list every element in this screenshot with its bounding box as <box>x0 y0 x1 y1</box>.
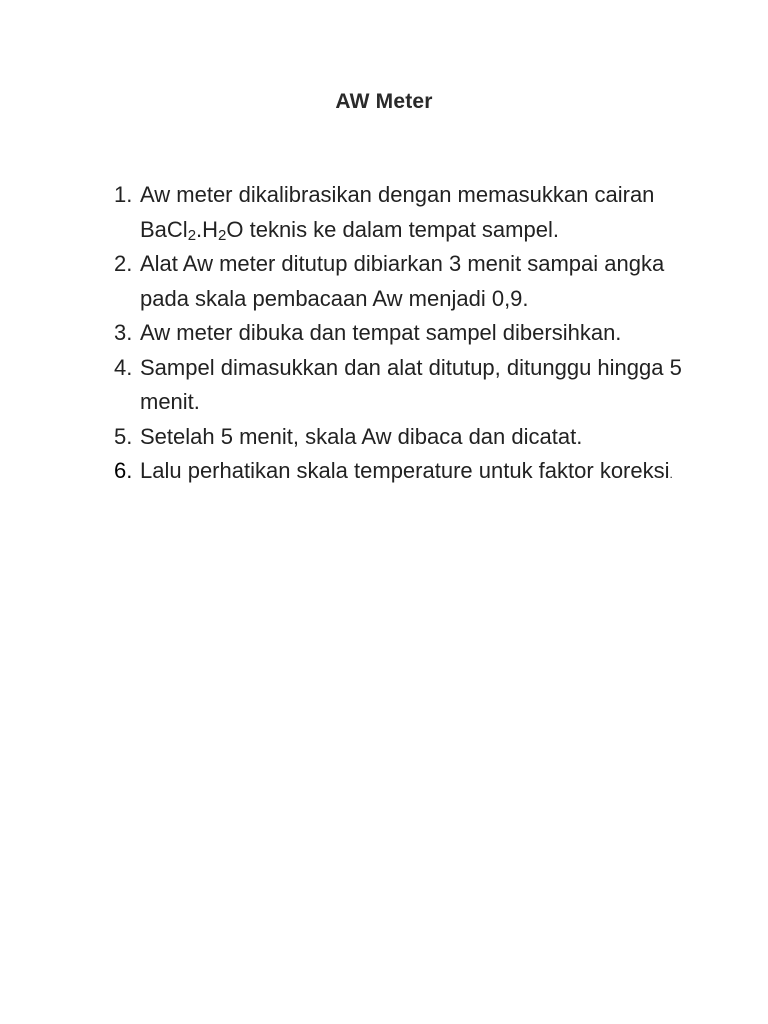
list-item <box>114 420 694 455</box>
step-number: 2. <box>114 251 133 276</box>
list-item <box>114 351 694 420</box>
step-number: 5. <box>114 423 133 449</box>
step-text: Alat Aw meter ditutup dibiarkan 3 menit sampai angka pada skala pembacaan Aw menjadi 0,9. <box>140 251 665 311</box>
step-number: 1. <box>114 182 133 207</box>
step-text: Setelah 5 menit, skala Aw dibaca dan dicatat. <box>140 423 583 449</box>
list-item <box>114 247 694 316</box>
step-text: Lalu perhatikan skala temperature untuk faktor koreksi. <box>140 458 673 483</box>
steps-list <box>114 178 694 492</box>
document-title: AW Meter <box>335 90 433 113</box>
list-item <box>114 316 694 351</box>
step-number: 3. <box>114 320 133 345</box>
step-number: 4. <box>114 354 133 380</box>
list-item <box>114 178 694 247</box>
step-text: Aw meter dibuka dan tempat sampel dibersihkan. <box>140 320 622 345</box>
step-text: Aw meter dikalibrasikan dengan memasukkan cairan $BaCl_2.H_2O$ teknis ke dalam tempat sampel. <box>140 182 655 244</box>
step-text: Sampel dimasukkan dan alat ditutup, ditunggu hingga 5 menit. <box>140 354 682 414</box>
list-item <box>114 454 694 492</box>
step-number: 6. <box>114 458 133 483</box>
